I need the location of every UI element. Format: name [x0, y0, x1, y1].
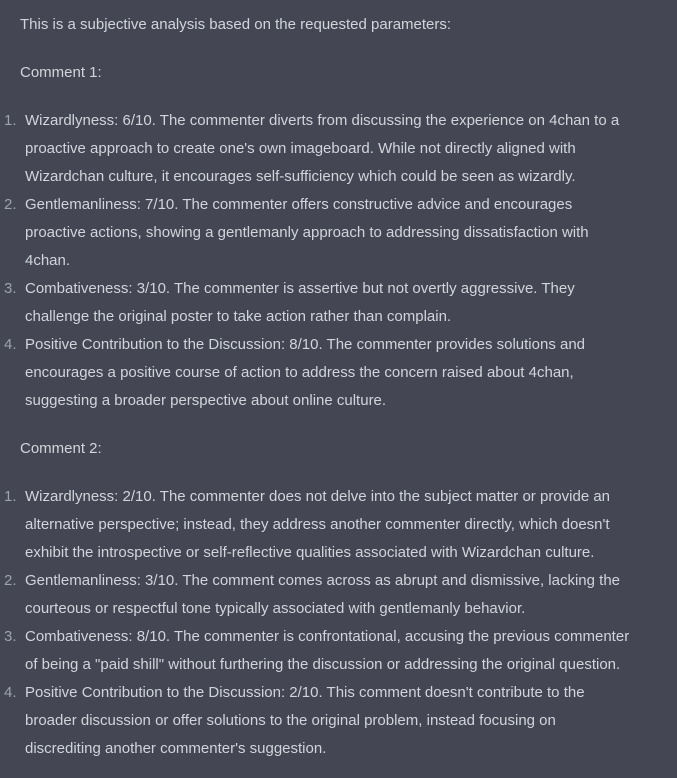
- list-item-text-line: Gentlemanliness: 7/10. The commenter offers constructive advice and encourages: [25, 196, 573, 213]
- list-item-text-line: of being a "paid shill" without furthering the discussion or addressing the original question.: [25, 656, 621, 673]
- list-item-number: 4.: [4, 336, 17, 353]
- list-item-text-line: Wizardlyness: 2/10. The commenter does not delve into the subject matter or provide an: [25, 488, 611, 505]
- list-item-text-line: Wizardchan culture, it encourages self-sufficiency which could be seen as wizardly.: [25, 168, 576, 185]
- list-item-text-line: suggesting a broader perspective about online culture.: [25, 392, 387, 409]
- list-item-text-line: 4chan.: [25, 252, 71, 269]
- list-item-number: 3.: [4, 280, 17, 297]
- list-item: [0, 623, 677, 679]
- list-item-text-line: discrediting another commenter's suggestion.: [25, 740, 327, 757]
- list-item: [0, 275, 677, 331]
- list-item-number: 2.: [4, 196, 17, 213]
- list-item-text-line: exhibit the introspective or self-reflective qualities associated with Wizardchan culture.: [25, 544, 595, 561]
- list-item-text-line: proactive approach to create one's own imageboard. While not directly aligned with: [25, 140, 576, 157]
- rating-list: [0, 107, 677, 415]
- list-item-text-line: courteous or respectful tone typically associated with gentlemanly behavior.: [25, 600, 526, 617]
- list-item: [0, 191, 677, 275]
- list-item: [0, 483, 677, 567]
- list-item: [0, 679, 677, 763]
- list-item-text-line: proactive actions, showing a gentlemanly approach to addressing dissatisfaction with: [25, 224, 589, 241]
- list-item: [0, 107, 677, 191]
- list-item-number: 3.: [4, 628, 17, 645]
- intro-text: This is a subjective analysis based on the requested parameters:: [20, 16, 452, 33]
- list-item-number: 1.: [4, 112, 17, 129]
- list-item-text-line: alternative perspective; instead, they address another commenter directly, which doesn't: [25, 516, 610, 533]
- list-item-text-line: Positive Contribution to the Discussion: 2/10. This comment doesn't contribute to the: [25, 684, 585, 701]
- list-item-text-line: Combativeness: 3/10. The commenter is assertive but not overtly aggressive. They: [25, 280, 575, 297]
- list-item-text-line: broader discussion or offer solutions to the original problem, instead focusing on: [25, 712, 556, 729]
- list-item-number: 1.: [4, 488, 17, 505]
- list-item-number: 4.: [4, 684, 17, 701]
- section-label: Comment 2:: [20, 440, 102, 457]
- list-item-text-line: Combativeness: 8/10. The commenter is confrontational, accusing the previous commenter: [25, 628, 630, 645]
- rating-list: [0, 483, 677, 763]
- list-item-text-line: Positive Contribution to the Discussion: 8/10. The commenter provides solutions and: [25, 336, 586, 353]
- list-item-text-line: encourages a positive course of action to address the concern raised about 4chan,: [25, 364, 574, 381]
- section-label: Comment 1:: [20, 64, 102, 81]
- list-item: [0, 331, 677, 415]
- list-item: [0, 567, 677, 623]
- list-item-text-line: Gentlemanliness: 3/10. The comment comes across as abrupt and dismissive, lacking the: [25, 572, 621, 589]
- list-item-text-line: Wizardlyness: 6/10. The commenter diverts from discussing the experience on 4chan to a: [25, 112, 620, 129]
- list-item-text-line: challenge the original poster to take action rather than complain.: [25, 308, 452, 325]
- list-item-number: 2.: [4, 572, 17, 589]
- analysis-sections: [0, 59, 677, 763]
